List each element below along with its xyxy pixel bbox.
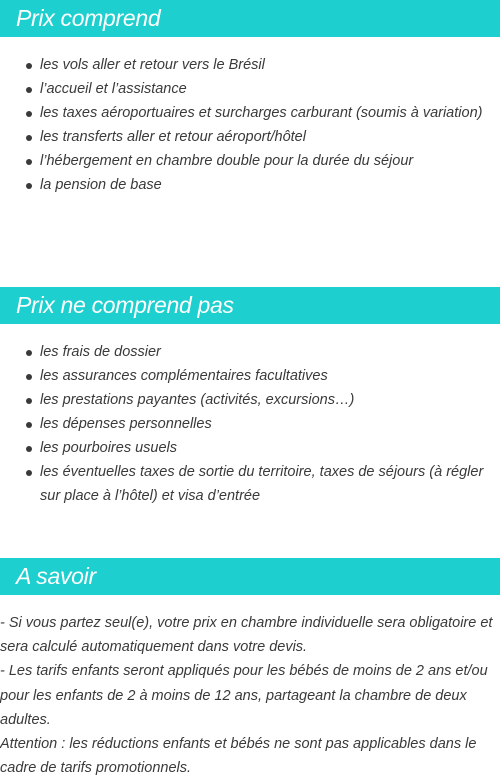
bullet-icon [26, 446, 32, 452]
list-item [0, 388, 500, 412]
not-included-list [0, 340, 500, 508]
list-item-text: les assurances complémentaires facultatives [40, 368, 328, 384]
list-item [0, 53, 500, 77]
info-text-block [0, 611, 500, 780]
list-item-text: les dépenses personnelles [40, 416, 212, 432]
list-item [0, 412, 500, 436]
bullet-icon [26, 111, 32, 117]
list-item [0, 77, 500, 101]
bullet-icon [26, 374, 32, 380]
list-item-text: les prestations payantes (activités, excursions…) [40, 392, 355, 408]
list-item-text: l’hébergement en chambre double pour la durée du séjour [40, 153, 414, 169]
bullet-icon [26, 63, 32, 69]
info-paragraph: - Les tarifs enfants seront appliqués pour les bébés de moins de 2 ans et/ou pour les enfants de 2 à moins de 12 ans, partageant la chambre de deux adultes. [0, 663, 488, 728]
list-item-text: les vols aller et retour vers le Brésil [40, 57, 265, 73]
list-item [0, 436, 500, 460]
list-item-text: la pension de base [40, 177, 162, 193]
list-item-text: l’accueil et l’assistance [40, 81, 187, 97]
bullet-icon [26, 422, 32, 428]
included-section-header: Prix comprend [0, 0, 500, 37]
bullet-icon [26, 159, 32, 165]
info-paragraph: Attention : les réductions enfants et bébés ne sont pas applicables dans le cadre de tarifs promotionnels. [0, 736, 477, 777]
list-item-text: les éventuelles taxes de sortie du territoire, taxes de séjours (à régler sur place à l’hôtel) et visa d’entrée [40, 464, 484, 504]
info-paragraph: - Si vous partez seul(e), votre prix en chambre individuelle sera obligatoire et sera calculé automatiquement dans votre devis. [0, 615, 493, 656]
bullet-icon [26, 183, 32, 189]
info-section-header: A savoir [0, 558, 500, 595]
not-included-section-header: Prix ne comprend pas [0, 287, 500, 324]
included-list [0, 53, 500, 197]
bullet-icon [26, 398, 32, 404]
bullet-icon [26, 350, 32, 356]
list-item [0, 149, 500, 173]
list-item [0, 364, 500, 388]
list-item-text: les transferts aller et retour aéroport/hôtel [40, 129, 306, 145]
list-item [0, 125, 500, 149]
bullet-icon [26, 470, 32, 476]
bullet-icon [26, 135, 32, 141]
list-item-text: les frais de dossier [40, 344, 161, 360]
bullet-icon [26, 87, 32, 93]
list-item [0, 340, 500, 364]
list-item [0, 460, 500, 508]
list-item [0, 101, 500, 125]
list-item-text: les pourboires usuels [40, 440, 178, 456]
list-item-text: les taxes aéroportuaires et surcharges carburant (soumis à variation) [40, 105, 483, 121]
list-item [0, 173, 500, 197]
